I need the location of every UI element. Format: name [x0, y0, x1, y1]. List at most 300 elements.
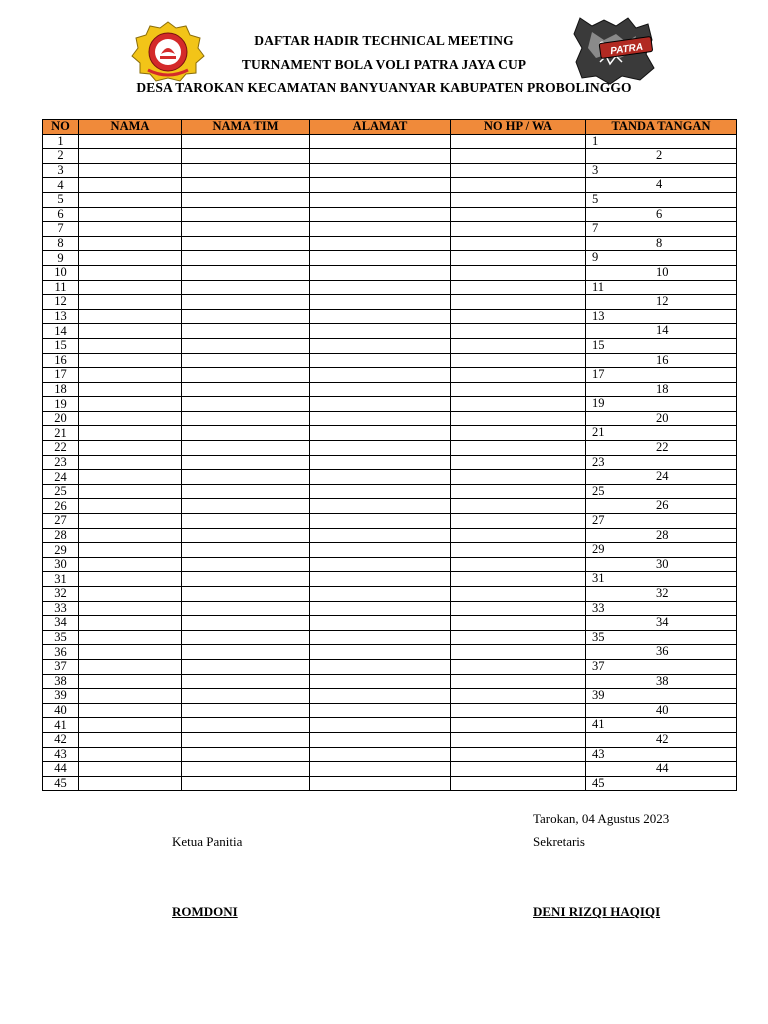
alamat-cell	[310, 397, 451, 412]
no-hp-cell	[451, 324, 586, 339]
table-row	[43, 528, 737, 543]
alamat-cell	[310, 309, 451, 324]
table-row	[43, 295, 737, 310]
no-hp-cell	[451, 732, 586, 747]
nama-cell	[79, 251, 182, 266]
signature-cell	[586, 324, 737, 339]
table-row	[43, 149, 737, 164]
nama-cell	[79, 557, 182, 572]
table-row	[43, 718, 737, 733]
nama-tim-cell	[182, 382, 310, 397]
table-row	[43, 689, 737, 704]
table-row	[43, 645, 737, 660]
nama-tim-cell	[182, 324, 310, 339]
no-hp-cell	[451, 645, 586, 660]
row-number: 18	[43, 382, 79, 397]
alamat-cell	[310, 776, 451, 791]
signature-number: 12	[656, 294, 669, 309]
no-hp-cell	[451, 368, 586, 383]
no-hp-cell	[451, 514, 586, 529]
table-row	[43, 368, 737, 383]
nama-tim-cell	[182, 192, 310, 207]
secretary-name: DENI RIZQI HAQIQI	[533, 904, 661, 919]
nama-cell	[79, 674, 182, 689]
nama-cell	[79, 455, 182, 470]
nama-cell	[79, 543, 182, 558]
row-number: 17	[43, 368, 79, 383]
row-number: 30	[43, 557, 79, 572]
nama-tim-cell	[182, 353, 310, 368]
signature-cell	[586, 222, 737, 237]
signature-cell	[586, 236, 737, 251]
table-row	[43, 557, 737, 572]
alamat-cell	[310, 747, 451, 762]
signature-cell	[586, 411, 737, 426]
no-hp-cell	[451, 236, 586, 251]
nama-cell	[79, 397, 182, 412]
alamat-cell	[310, 280, 451, 295]
nama-tim-cell	[182, 587, 310, 602]
signature-number: 41	[592, 717, 605, 732]
nama-cell	[79, 747, 182, 762]
signature-number: 16	[656, 353, 669, 367]
nama-tim-cell	[182, 762, 310, 777]
nama-tim-cell	[182, 514, 310, 529]
no-hp-cell	[451, 397, 586, 412]
table-row	[43, 411, 737, 426]
nama-cell	[79, 236, 182, 251]
no-hp-cell	[451, 484, 586, 499]
row-number: 43	[43, 747, 79, 762]
nama-cell	[79, 353, 182, 368]
row-number: 10	[43, 265, 79, 280]
nama-cell	[79, 514, 182, 529]
signature-cell	[586, 192, 737, 207]
row-number: 45	[43, 776, 79, 791]
signature-cell	[586, 616, 737, 631]
alamat-cell	[310, 659, 451, 674]
alamat-cell	[310, 484, 451, 499]
column-header-nama: NAMA	[79, 120, 182, 135]
alamat-cell	[310, 251, 451, 266]
signature-number: 31	[592, 571, 605, 586]
no-hp-cell	[451, 455, 586, 470]
no-hp-cell	[451, 251, 586, 266]
location-subtitle: DESA TAROKAN KECAMATAN BANYUANYAR KABUPATEN PROBOLINGGO	[136, 80, 632, 95]
no-hp-cell	[451, 411, 586, 426]
row-number: 21	[43, 426, 79, 441]
nama-tim-cell	[182, 163, 310, 178]
nama-cell	[79, 411, 182, 426]
nama-cell	[79, 659, 182, 674]
no-hp-cell	[451, 762, 586, 777]
no-hp-cell	[451, 543, 586, 558]
nama-cell	[79, 703, 182, 718]
alamat-cell	[310, 455, 451, 470]
table-header-row	[43, 120, 737, 135]
table-row	[43, 426, 737, 441]
nama-cell	[79, 616, 182, 631]
nama-tim-cell	[182, 207, 310, 222]
nama-tim-cell	[182, 280, 310, 295]
table-row	[43, 630, 737, 645]
signature-number: 43	[592, 747, 605, 761]
nama-cell	[79, 382, 182, 397]
column-header-no: NO	[43, 120, 79, 135]
alamat-cell	[310, 236, 451, 251]
signature-cell	[586, 455, 737, 470]
nama-cell	[79, 689, 182, 704]
chairman-label: Ketua Panitia	[172, 834, 243, 849]
no-hp-cell	[451, 192, 586, 207]
table-row	[43, 178, 737, 193]
row-number: 9	[43, 251, 79, 266]
row-number: 38	[43, 674, 79, 689]
signature-number: 2	[656, 148, 663, 163]
table-row	[43, 703, 737, 718]
alamat-cell	[310, 499, 451, 514]
signature-cell	[586, 703, 737, 718]
signature-number: 14	[656, 323, 669, 338]
signature-cell	[586, 572, 737, 587]
table-row	[43, 543, 737, 558]
column-header-nama-tim: NAMA TIM	[182, 120, 310, 135]
row-number: 12	[43, 295, 79, 310]
signature-number: 22	[656, 440, 669, 455]
nama-cell	[79, 178, 182, 193]
signature-cell	[586, 397, 737, 412]
table-row	[43, 747, 737, 762]
nama-tim-cell	[182, 645, 310, 660]
signature-number: 19	[592, 396, 605, 411]
signature-number: 32	[656, 586, 669, 600]
signature-cell	[586, 601, 737, 616]
no-hp-cell	[451, 280, 586, 295]
row-number: 24	[43, 470, 79, 485]
row-number: 28	[43, 528, 79, 543]
signature-number: 17	[592, 367, 605, 382]
no-hp-cell	[451, 718, 586, 733]
signature-number: 11	[592, 280, 605, 294]
alamat-cell	[310, 762, 451, 777]
nama-tim-cell	[182, 368, 310, 383]
alamat-cell	[310, 732, 451, 747]
alamat-cell	[310, 163, 451, 178]
table-row	[43, 265, 737, 280]
no-hp-cell	[451, 382, 586, 397]
signature-cell	[586, 484, 737, 499]
signature-cell	[586, 207, 737, 222]
signature-number: 38	[656, 674, 669, 688]
row-number: 36	[43, 645, 79, 660]
row-number: 6	[43, 207, 79, 222]
signature-number: 40	[656, 703, 669, 717]
no-hp-cell	[451, 747, 586, 762]
alamat-cell	[310, 411, 451, 426]
alamat-cell	[310, 134, 451, 149]
row-number: 5	[43, 192, 79, 207]
signature-cell	[586, 528, 737, 543]
nama-cell	[79, 192, 182, 207]
row-number: 42	[43, 732, 79, 747]
nama-tim-cell	[182, 630, 310, 645]
nama-tim-cell	[182, 572, 310, 587]
nama-tim-cell	[182, 689, 310, 704]
no-hp-cell	[451, 353, 586, 368]
signature-cell	[586, 718, 737, 733]
signature-number: 3	[592, 163, 599, 177]
signature-cell	[586, 514, 737, 529]
table-row	[43, 499, 737, 514]
nama-tim-cell	[182, 557, 310, 572]
nama-tim-cell	[182, 499, 310, 514]
signature-cell	[586, 543, 737, 558]
signature-number: 45	[592, 776, 605, 790]
table-row	[43, 163, 737, 178]
signature-number: 5	[592, 192, 599, 206]
row-number: 37	[43, 659, 79, 674]
row-number: 26	[43, 499, 79, 514]
nama-cell	[79, 645, 182, 660]
no-hp-cell	[451, 134, 586, 149]
nama-cell	[79, 630, 182, 645]
nama-cell	[79, 149, 182, 164]
signature-number: 30	[656, 557, 669, 571]
signature-cell	[586, 587, 737, 602]
row-number: 4	[43, 178, 79, 193]
no-hp-cell	[451, 630, 586, 645]
row-number: 13	[43, 309, 79, 324]
signature-number: 35	[592, 630, 605, 644]
nama-tim-cell	[182, 674, 310, 689]
nama-cell	[79, 338, 182, 353]
alamat-cell	[310, 426, 451, 441]
table-row	[43, 674, 737, 689]
table-row	[43, 309, 737, 324]
signature-number: 34	[656, 615, 669, 630]
signature-cell	[586, 149, 737, 164]
nama-tim-cell	[182, 222, 310, 237]
row-number: 2	[43, 149, 79, 164]
nama-tim-cell	[182, 309, 310, 324]
alamat-cell	[310, 601, 451, 616]
nama-tim-cell	[182, 251, 310, 266]
nama-tim-cell	[182, 659, 310, 674]
signature-number: 44	[656, 761, 669, 776]
signature-cell	[586, 134, 737, 149]
alamat-cell	[310, 718, 451, 733]
table-row	[43, 762, 737, 777]
row-number: 31	[43, 572, 79, 587]
no-hp-cell	[451, 441, 586, 456]
row-number: 7	[43, 222, 79, 237]
table-row	[43, 280, 737, 295]
alamat-cell	[310, 338, 451, 353]
row-number: 20	[43, 411, 79, 426]
alamat-cell	[310, 587, 451, 602]
alamat-cell	[310, 441, 451, 456]
signature-cell	[586, 426, 737, 441]
signature-cell	[586, 747, 737, 762]
nama-cell	[79, 470, 182, 485]
alamat-cell	[310, 645, 451, 660]
signature-cell	[586, 368, 737, 383]
signature-number: 7	[592, 221, 599, 236]
signature-cell	[586, 265, 737, 280]
no-hp-cell	[451, 587, 586, 602]
no-hp-cell	[451, 572, 586, 587]
row-number: 23	[43, 455, 79, 470]
alamat-cell	[310, 353, 451, 368]
table-row	[43, 587, 737, 602]
signature-cell	[586, 762, 737, 777]
row-number: 3	[43, 163, 79, 178]
secretary-label: Sekretaris	[533, 834, 585, 849]
row-number: 14	[43, 324, 79, 339]
document-title: DAFTAR HADIR TECHNICAL MEETING	[254, 33, 514, 48]
table-row	[43, 192, 737, 207]
no-hp-cell	[451, 528, 586, 543]
attendance-table	[42, 119, 737, 791]
logo-wordmark: PATRA	[609, 41, 644, 58]
nama-tim-cell	[182, 776, 310, 791]
row-number: 34	[43, 616, 79, 631]
nama-cell	[79, 718, 182, 733]
table-row	[43, 441, 737, 456]
signature-number: 9	[592, 250, 599, 265]
nama-cell	[79, 265, 182, 280]
nama-tim-cell	[182, 718, 310, 733]
chairman-name: ROMDONI	[172, 904, 238, 919]
no-hp-cell	[451, 470, 586, 485]
signature-number: 6	[656, 207, 663, 221]
nama-tim-cell	[182, 470, 310, 485]
alamat-cell	[310, 557, 451, 572]
nama-tim-cell	[182, 747, 310, 762]
table-row	[43, 251, 737, 266]
table-row	[43, 222, 737, 237]
table-row	[43, 470, 737, 485]
alamat-cell	[310, 324, 451, 339]
patra-team-logo	[570, 14, 658, 86]
table-row	[43, 338, 737, 353]
table-row	[43, 484, 737, 499]
row-number: 8	[43, 236, 79, 251]
alamat-cell	[310, 703, 451, 718]
nama-cell	[79, 207, 182, 222]
signature-cell	[586, 470, 737, 485]
signature-number: 37	[592, 659, 605, 673]
signature-number: 15	[592, 338, 605, 352]
table-row	[43, 601, 737, 616]
nama-cell	[79, 484, 182, 499]
nama-cell	[79, 499, 182, 514]
signature-number: 29	[592, 542, 605, 557]
no-hp-cell	[451, 149, 586, 164]
nama-tim-cell	[182, 441, 310, 456]
nama-tim-cell	[182, 616, 310, 631]
nama-cell	[79, 309, 182, 324]
no-hp-cell	[451, 222, 586, 237]
signature-cell	[586, 732, 737, 747]
nama-cell	[79, 776, 182, 791]
tournament-name: TURNAMENT BOLA VOLI PATRA JAYA CUP	[241, 57, 527, 72]
place-and-date: Tarokan, 04 Agustus 2023	[533, 811, 670, 826]
signature-cell	[586, 163, 737, 178]
nama-cell	[79, 222, 182, 237]
row-number: 19	[43, 397, 79, 412]
alamat-cell	[310, 630, 451, 645]
table-row	[43, 353, 737, 368]
alamat-cell	[310, 689, 451, 704]
nama-cell	[79, 441, 182, 456]
signature-number: 36	[656, 644, 669, 659]
table-row	[43, 616, 737, 631]
no-hp-cell	[451, 265, 586, 280]
row-number: 27	[43, 514, 79, 529]
nama-tim-cell	[182, 411, 310, 426]
column-header-alamat: ALAMAT	[310, 120, 451, 135]
signature-cell	[586, 630, 737, 645]
nama-tim-cell	[182, 265, 310, 280]
nama-tim-cell	[182, 295, 310, 310]
nama-cell	[79, 163, 182, 178]
row-number: 35	[43, 630, 79, 645]
table-row	[43, 382, 737, 397]
nama-tim-cell	[182, 455, 310, 470]
alamat-cell	[310, 368, 451, 383]
nama-tim-cell	[182, 528, 310, 543]
nama-cell	[79, 368, 182, 383]
no-hp-cell	[451, 557, 586, 572]
alamat-cell	[310, 192, 451, 207]
row-number: 40	[43, 703, 79, 718]
signature-cell	[586, 338, 737, 353]
signature-cell	[586, 251, 737, 266]
no-hp-cell	[451, 659, 586, 674]
no-hp-cell	[451, 163, 586, 178]
nama-cell	[79, 762, 182, 777]
signature-cell	[586, 441, 737, 456]
row-number: 44	[43, 762, 79, 777]
row-number: 41	[43, 718, 79, 733]
nama-cell	[79, 426, 182, 441]
alamat-cell	[310, 572, 451, 587]
nama-tim-cell	[182, 178, 310, 193]
no-hp-cell	[451, 616, 586, 631]
no-hp-cell	[451, 426, 586, 441]
row-number: 16	[43, 353, 79, 368]
signature-cell	[586, 382, 737, 397]
alamat-cell	[310, 514, 451, 529]
no-hp-cell	[451, 703, 586, 718]
nama-cell	[79, 324, 182, 339]
nama-cell	[79, 295, 182, 310]
nama-tim-cell	[182, 732, 310, 747]
signature-number: 23	[592, 455, 605, 469]
signature-cell	[586, 295, 737, 310]
signature-number: 1	[592, 134, 599, 148]
alamat-cell	[310, 543, 451, 558]
row-number: 1	[43, 134, 79, 149]
signature-number: 10	[656, 265, 669, 279]
signature-number: 4	[656, 177, 663, 192]
nama-cell	[79, 732, 182, 747]
nama-cell	[79, 572, 182, 587]
row-number: 15	[43, 338, 79, 353]
alamat-cell	[310, 295, 451, 310]
signature-number: 8	[656, 236, 663, 250]
